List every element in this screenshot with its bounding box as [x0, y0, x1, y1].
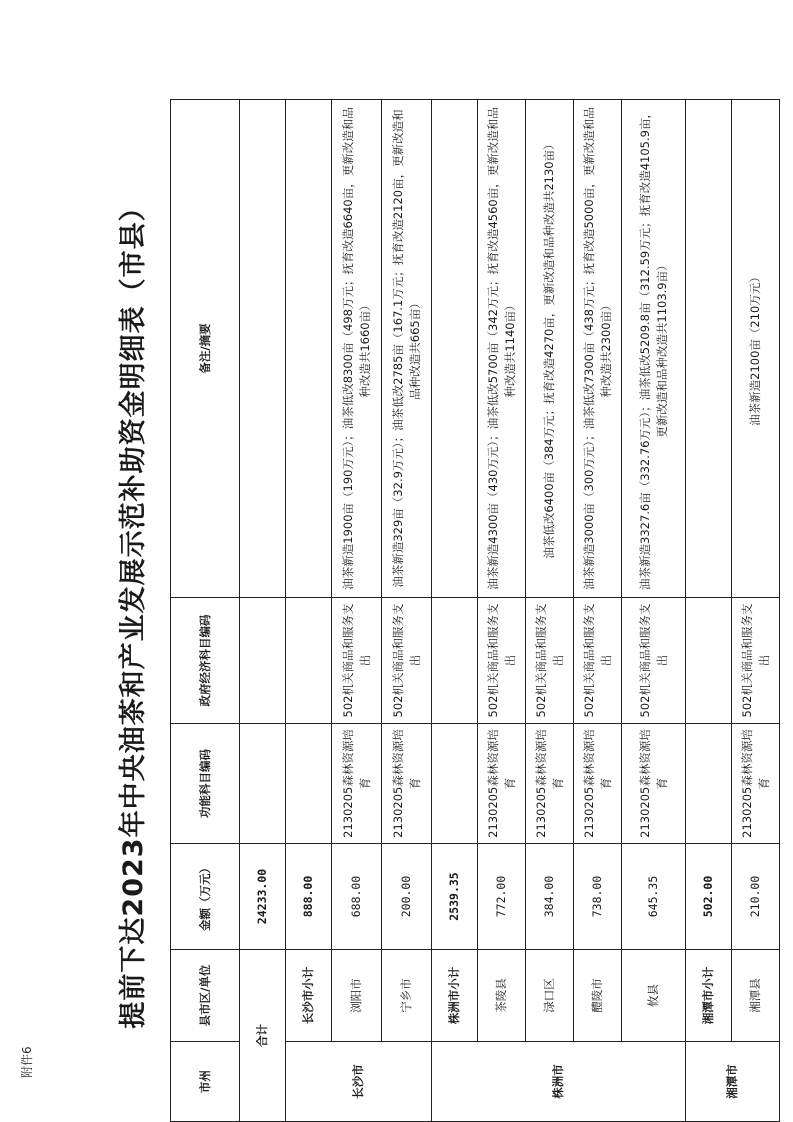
- subtotal-row: [286, 100, 332, 1122]
- attachment-label: 附件6: [20, 1046, 34, 1078]
- subtotal-amount: 502.00: [686, 844, 732, 950]
- col-header-city: 市州: [171, 1042, 240, 1122]
- subtotal-amount: 888.00: [286, 844, 332, 950]
- city-cell: 株洲市: [432, 1042, 686, 1122]
- econ-code-cell: 502机关商品和服务支出: [332, 598, 382, 724]
- empty-cell: [286, 100, 332, 598]
- subtotal-label: 株洲市小计: [432, 950, 478, 1042]
- empty-cell: [286, 598, 332, 724]
- col-header-func-code: 功能科目编码: [171, 724, 240, 844]
- table-row: [332, 100, 382, 1122]
- func-code-cell: 2130205森林资源培育: [526, 724, 574, 844]
- func-code-cell: 2130205森林资源培育: [332, 724, 382, 844]
- empty-cell: [240, 100, 286, 598]
- note-cell: 油茶新造4300亩（430万元）；油茶低改5700亩（342万元；抚育改造4560亩，更新改造和品种改造共1140亩）: [478, 100, 526, 598]
- subtotal-amount: 2539.35: [432, 844, 478, 950]
- table-row: [526, 100, 574, 1122]
- col-header-notes: 备注/摘要: [171, 100, 240, 598]
- note-cell: 油茶低改6400亩（384万元；抚育改造4270亩，更新改造和品种改造共2130亩）: [526, 100, 574, 598]
- econ-code-cell: 502机关商品和服务支出: [574, 598, 622, 724]
- amount-cell: 645.35: [622, 844, 686, 950]
- empty-cell: [240, 598, 286, 724]
- note-cell: 油茶新造329亩（32.9万元）；油茶低改2785亩（167.1万元；抚育改造2120亩，更新改造和品种改造共665亩）: [382, 100, 432, 598]
- funding-table: [170, 99, 780, 1122]
- page-title: 提前下达2023年中央油茶和产业发展示范补助资金明细表（市县）: [118, 193, 149, 1029]
- amount-cell: 738.00: [574, 844, 622, 950]
- subtotal-label: 长沙市小计: [286, 950, 332, 1042]
- rotated-document: [98, 100, 788, 1122]
- func-code-cell: 2130205森林资源培育: [382, 724, 432, 844]
- empty-cell: [432, 100, 478, 598]
- amount-cell: 688.00: [332, 844, 382, 950]
- note-cell: 油茶新造2100亩（210万元）: [732, 100, 780, 598]
- note-cell: 油茶新造3327.6亩（332.76万元）；油茶低改5209.8亩（312.59万元；抚育改造4105.9亩，更新改造和品种改造共1103.9亩）: [622, 100, 686, 598]
- func-code-cell: 2130205森林资源培育: [622, 724, 686, 844]
- econ-code-cell: 502机关商品和服务支出: [622, 598, 686, 724]
- func-code-cell: 2130205森林资源培育: [574, 724, 622, 844]
- econ-code-cell: 502机关商品和服务支出: [526, 598, 574, 724]
- subtotal-label: 湘潭市小计: [686, 950, 732, 1042]
- city-cell: 长沙市: [286, 1042, 432, 1122]
- amount-cell: 772.00: [478, 844, 526, 950]
- empty-cell: [432, 724, 478, 844]
- empty-cell: [240, 724, 286, 844]
- subtotal-row: [432, 100, 478, 1122]
- table-row: [622, 100, 686, 1122]
- econ-code-cell: 502机关商品和服务支出: [732, 598, 780, 724]
- unit-cell: 湘潭县: [732, 950, 780, 1042]
- header-row: [171, 100, 240, 1122]
- empty-cell: [286, 724, 332, 844]
- col-header-amount: 金额（万元）: [171, 844, 240, 950]
- col-header-econ-code: 政府经济科目编码: [171, 598, 240, 724]
- col-header-unit: 县市区/单位: [171, 950, 240, 1042]
- amount-cell: 200.00: [382, 844, 432, 950]
- econ-code-cell: 502机关商品和服务支出: [382, 598, 432, 724]
- amount-cell: 210.00: [732, 844, 780, 950]
- unit-cell: 醴陵市: [574, 950, 622, 1042]
- empty-cell: [686, 100, 732, 598]
- table-row: [382, 100, 432, 1122]
- note-cell: 油茶新造1900亩（190万元）；油茶低改8300亩（498万元；抚育改造6640亩，更新改造和品种改造共1660亩）: [332, 100, 382, 598]
- unit-cell: 茶陵县: [478, 950, 526, 1042]
- city-cell: 湘潭市: [686, 1042, 780, 1122]
- unit-cell: 宁乡市: [382, 950, 432, 1042]
- unit-cell: 渌口区: [526, 950, 574, 1042]
- func-code-cell: 2130205森林资源培育: [478, 724, 526, 844]
- econ-code-cell: 502机关商品和服务支出: [478, 598, 526, 724]
- table-row: [732, 100, 780, 1122]
- table-row: [574, 100, 622, 1122]
- empty-cell: [686, 598, 732, 724]
- total-amount: 24233.00: [240, 844, 286, 950]
- total-row: [240, 100, 286, 1122]
- total-label: 合计: [240, 950, 286, 1122]
- note-cell: 油茶新造3000亩（300万元）；油茶低改7300亩（438万元；抚育改造5000亩，更新改造和品种改造共2300亩）: [574, 100, 622, 598]
- empty-cell: [686, 724, 732, 844]
- subtotal-row: [686, 100, 732, 1122]
- unit-cell: 攸县: [622, 950, 686, 1042]
- table-row: [478, 100, 526, 1122]
- amount-cell: 384.00: [526, 844, 574, 950]
- unit-cell: 浏阳市: [332, 950, 382, 1042]
- empty-cell: [432, 598, 478, 724]
- func-code-cell: 2130205森林资源培育: [732, 724, 780, 844]
